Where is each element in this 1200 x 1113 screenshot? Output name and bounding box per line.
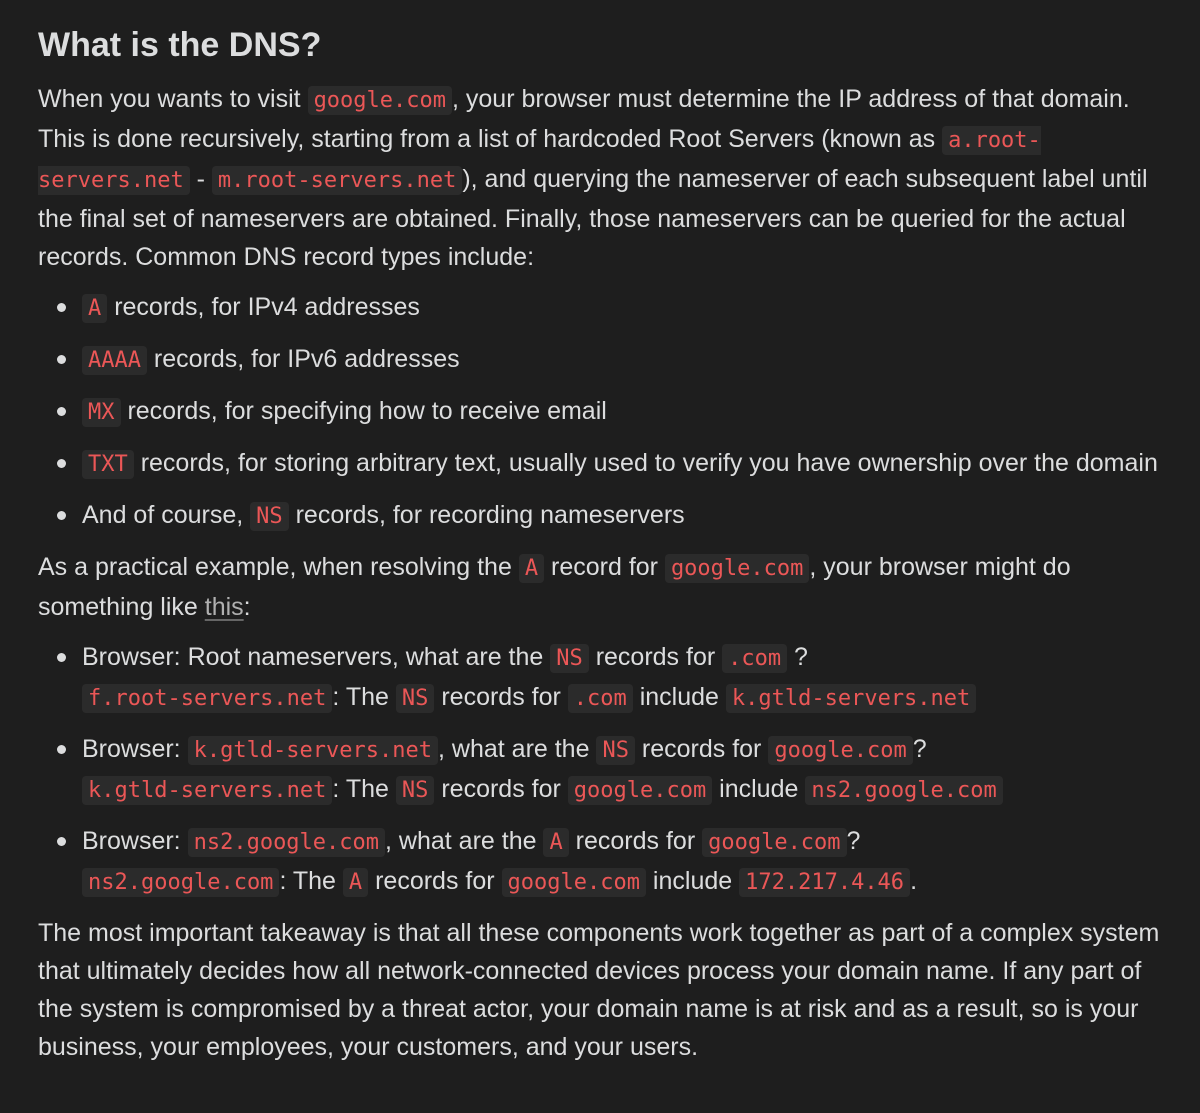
- inline-code: AAAA: [82, 346, 147, 375]
- inline-code: google.com: [702, 828, 846, 857]
- example-text: As a practical example, when resolving the: [38, 553, 519, 581]
- intro-text: -: [189, 165, 212, 193]
- step-text: records for: [434, 683, 568, 711]
- list-item: [82, 444, 1160, 484]
- inline-code: google.com: [308, 86, 452, 115]
- list-item: [82, 638, 1160, 718]
- inline-code: a.root-servers.net: [38, 128, 1041, 193]
- inline-code: .com: [722, 644, 787, 673]
- inline-code: A: [82, 294, 107, 323]
- step-text: records for: [368, 867, 502, 895]
- inline-code: google.com: [502, 868, 646, 897]
- record-types-list: [38, 288, 1160, 536]
- step-text: Browser:: [82, 827, 188, 855]
- inline-code: m.root-servers.net: [212, 166, 462, 195]
- step-text: include: [712, 775, 806, 803]
- list-item-text: records, for IPv6 addresses: [146, 345, 460, 373]
- step-text: , what are the: [438, 735, 597, 763]
- inline-code: k.gtld-servers.net: [82, 776, 332, 805]
- this-link[interactable]: this: [204, 593, 244, 621]
- step-text: , what are the: [385, 827, 544, 855]
- conclusion-paragraph: The most important takeaway is that all these components work together as part of a complex system that ultimately decides how all network-connected devices process your domain name. If any part of the system is compromised by a threat actor, your domain name is at risk and as a result, so is your business, your employees, your customers, and your users.: [38, 919, 1160, 1061]
- inline-code: .com: [568, 684, 633, 713]
- inline-code: A: [519, 554, 544, 583]
- inline-code: MX: [82, 398, 121, 427]
- list-item-text: records, for storing arbitrary text, usually used to verify you have ownership over the domain: [133, 449, 1158, 477]
- list-item-text: records, for recording nameservers: [288, 501, 685, 529]
- step-text: Browser: Root nameservers, what are the: [82, 643, 551, 671]
- inline-code: google.com: [568, 776, 712, 805]
- inline-code: NS: [250, 502, 289, 531]
- intro-text: , your browser must determine the IP address of that domain. This is done recursively, starting from a list of hardcoded Root Servers (known as: [38, 85, 1130, 153]
- inline-code: ns2.google.com: [805, 776, 1002, 805]
- inline-code: f.root-servers.net: [82, 684, 332, 713]
- inline-code: A: [543, 828, 568, 857]
- inline-code: NS: [550, 644, 589, 673]
- inline-code: A: [343, 868, 368, 897]
- intro-text: ), and querying the nameserver of each subsequent label until the final set of nameservers are obtained. Finally, those nameservers can be queried for the actual records. Common DNS record types include:: [38, 165, 1148, 271]
- list-item: [82, 340, 1160, 380]
- inline-code: ns2.google.com: [188, 828, 385, 857]
- step-text: : The: [279, 867, 343, 895]
- step-text: include: [645, 867, 740, 895]
- step-text: ?: [912, 735, 927, 763]
- inline-code: ns2.google.com: [82, 868, 279, 897]
- list-item: [82, 496, 1160, 536]
- example-paragraph: [38, 548, 1160, 626]
- step-text: include: [632, 683, 726, 711]
- list-item-text: records, for IPv4 addresses: [107, 293, 420, 321]
- intro-paragraph: [38, 80, 1160, 276]
- inline-code: 172.217.4.46: [739, 868, 910, 897]
- inline-code: google.com: [768, 736, 912, 765]
- resolution-steps-list: [38, 638, 1160, 902]
- inline-code: k.gtld-servers.net: [726, 684, 976, 713]
- list-item: [82, 730, 1160, 810]
- page-title: What is the DNS?: [38, 26, 322, 64]
- example-text: :: [243, 593, 251, 621]
- inline-code: google.com: [665, 554, 809, 583]
- inline-code: NS: [396, 684, 435, 713]
- example-text: , your browser might do something like: [38, 553, 1071, 621]
- list-item: [82, 822, 1160, 902]
- step-text: Browser:: [82, 735, 188, 763]
- list-item-text: records, for specifying how to receive email: [120, 397, 607, 425]
- step-text: records for: [434, 775, 568, 803]
- step-text: records for: [634, 735, 769, 763]
- step-text: : The: [332, 775, 396, 803]
- intro-text: When you wants to visit: [38, 85, 308, 113]
- step-text: ?: [846, 827, 861, 855]
- inline-code: NS: [396, 776, 435, 805]
- step-text: : The: [332, 683, 396, 711]
- step-text: ?: [787, 643, 808, 671]
- example-text: record for: [544, 553, 665, 581]
- step-text: records for: [568, 827, 703, 855]
- list-item-text: And of course,: [82, 501, 251, 529]
- inline-code: k.gtld-servers.net: [188, 736, 438, 765]
- step-text: .: [910, 867, 918, 895]
- inline-code: TXT: [82, 450, 134, 479]
- inline-code: NS: [596, 736, 635, 765]
- step-text: records for: [588, 643, 723, 671]
- list-item: [82, 288, 1160, 328]
- list-item: [82, 392, 1160, 432]
